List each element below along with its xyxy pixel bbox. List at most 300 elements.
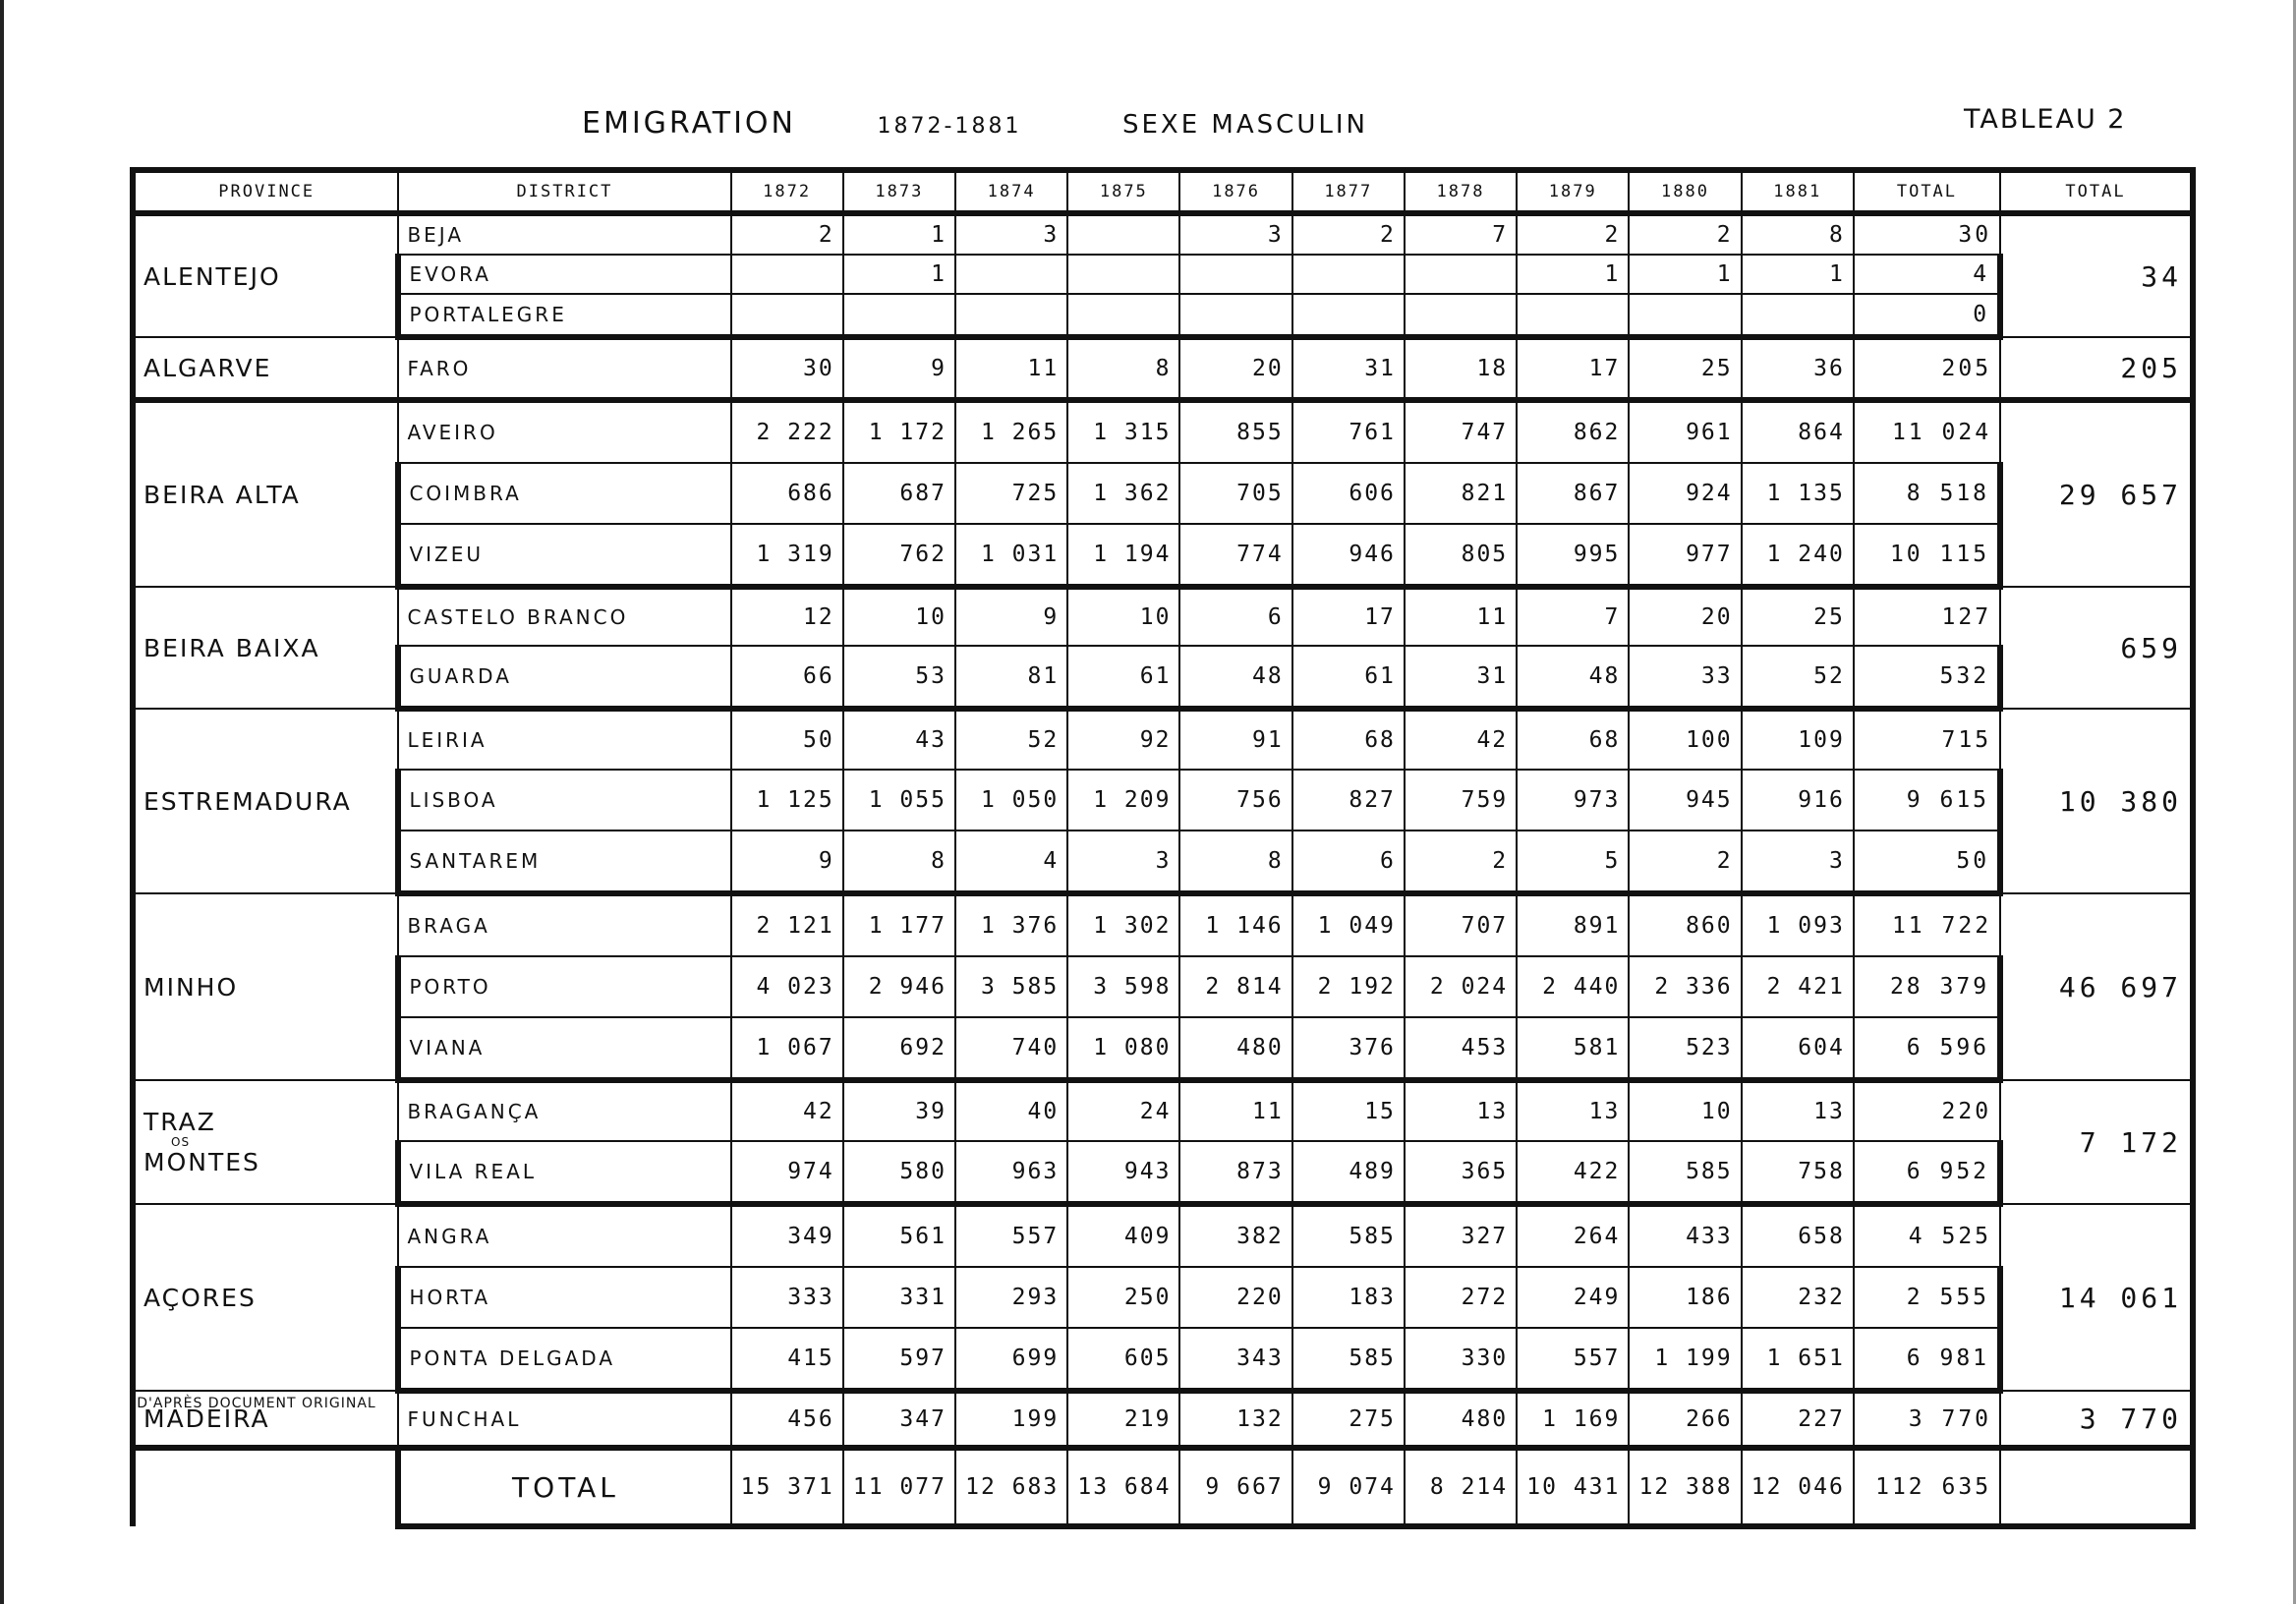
year-value-cell: 2 (1292, 213, 1405, 255)
year-value-cell: 25 (1629, 337, 1741, 400)
table-row (133, 400, 2193, 463)
year-value-cell: 68 (1292, 709, 1405, 770)
year-value-cell: 31 (1292, 337, 1405, 400)
table-row (133, 1391, 2193, 1448)
district-name: VILA REAL (398, 1141, 730, 1204)
table-row (133, 524, 2193, 587)
province-name: ESTREMADURA (133, 709, 398, 893)
year-value-cell: 50 (731, 709, 843, 770)
grand-total-year-cell: 12 046 (1742, 1448, 1854, 1526)
grand-total-province-cell (2000, 1448, 2193, 1526)
year-value-cell: 409 (1067, 1204, 1179, 1267)
grand-total-year-cell: 9 074 (1292, 1448, 1405, 1526)
year-value-cell: 1 055 (843, 770, 955, 831)
year-value-cell: 1 319 (731, 524, 843, 587)
year-value-cell: 977 (1629, 524, 1741, 587)
year-value-cell: 31 (1405, 646, 1517, 709)
year-value-cell: 1 199 (1629, 1328, 1741, 1391)
district-total-cell: 9 615 (1854, 770, 2000, 831)
grand-total-spacer (133, 1448, 398, 1526)
year-value-cell: 864 (1742, 400, 1854, 463)
column-header-year: 1876 (1179, 170, 1292, 213)
year-value-cell: 523 (1629, 1017, 1741, 1080)
year-value-cell: 10 (843, 587, 955, 646)
year-value-cell: 2 222 (731, 400, 843, 463)
table-row (133, 1141, 2193, 1204)
year-value-cell: 100 (1629, 709, 1741, 770)
year-value-cell: 597 (843, 1328, 955, 1391)
year-value-cell: 4 (955, 831, 1067, 893)
column-header-year: 1881 (1742, 170, 1854, 213)
district-name: PONTA DELGADA (398, 1328, 730, 1391)
year-value-cell: 81 (955, 646, 1067, 709)
year-value-cell: 686 (731, 463, 843, 524)
year-value-cell: 3 (1179, 213, 1292, 255)
district-name: VIANA (398, 1017, 730, 1080)
column-header-year: 1872 (731, 170, 843, 213)
year-value-cell: 916 (1742, 770, 1854, 831)
column-header-year: 1877 (1292, 170, 1405, 213)
district-name: VIZEU (398, 524, 730, 587)
year-value-cell (1405, 255, 1517, 294)
table-row (133, 294, 2193, 337)
year-value-cell: 2 024 (1405, 956, 1517, 1017)
year-value-cell: 8 (1179, 831, 1292, 893)
year-value-cell: 456 (731, 1391, 843, 1448)
column-header-year: 1878 (1405, 170, 1517, 213)
year-value-cell: 186 (1629, 1267, 1741, 1328)
table-row (133, 463, 2193, 524)
district-name: LISBOA (398, 770, 730, 831)
year-value-cell: 8 (1742, 213, 1854, 255)
district-total-cell: 8 518 (1854, 463, 2000, 524)
year-value-cell: 433 (1629, 1204, 1741, 1267)
year-value-cell: 805 (1405, 524, 1517, 587)
district-name: COIMBRA (398, 463, 730, 524)
district-total-cell: 11 722 (1854, 893, 2000, 956)
grand-total-year-cell: 13 684 (1067, 1448, 1179, 1526)
year-value-cell: 382 (1179, 1204, 1292, 1267)
year-value-cell: 347 (843, 1391, 955, 1448)
year-value-cell: 945 (1629, 770, 1741, 831)
year-value-cell: 10 (1629, 1080, 1741, 1141)
year-value-cell: 349 (731, 1204, 843, 1267)
province-name: ALENTEJO (133, 213, 398, 337)
year-value-cell: 250 (1067, 1267, 1179, 1328)
district-total-cell: 28 379 (1854, 956, 2000, 1017)
year-value-cell: 7 (1405, 213, 1517, 255)
province-name: BEIRA BAIXA (133, 587, 398, 709)
year-value-cell: 42 (731, 1080, 843, 1141)
table-row (133, 213, 2193, 255)
year-value-cell: 867 (1517, 463, 1629, 524)
district-name: SANTAREM (398, 831, 730, 893)
district-total-cell: 10 115 (1854, 524, 2000, 587)
year-value-cell: 415 (731, 1328, 843, 1391)
year-value-cell: 199 (955, 1391, 1067, 1448)
column-header-year: 1879 (1517, 170, 1629, 213)
year-value-cell: 1 146 (1179, 893, 1292, 956)
year-value-cell: 132 (1179, 1391, 1292, 1448)
year-value-cell: 2 (1517, 213, 1629, 255)
year-value-cell: 39 (843, 1080, 955, 1141)
district-name: BRAGANÇA (398, 1080, 730, 1141)
year-value-cell: 580 (843, 1141, 955, 1204)
year-value-cell: 20 (1629, 587, 1741, 646)
table-row (133, 1080, 2193, 1141)
year-value-cell: 232 (1742, 1267, 1854, 1328)
page-edge-left (0, 0, 4, 1604)
year-value-cell (1067, 213, 1179, 255)
province-total-cell: 659 (2000, 587, 2193, 709)
year-value-cell: 2 946 (843, 956, 955, 1017)
year-value-cell: 7 (1517, 587, 1629, 646)
year-value-cell: 13 (1405, 1080, 1517, 1141)
province-name: AÇORES (133, 1204, 398, 1391)
year-value-cell: 725 (955, 463, 1067, 524)
year-value-cell: 3 585 (955, 956, 1067, 1017)
year-value-cell: 6 (1292, 831, 1405, 893)
tableau-label: TABLEAU 2 (1964, 104, 2127, 135)
year-value-cell: 1 (843, 255, 955, 294)
district-name: GUARDA (398, 646, 730, 709)
year-value-cell: 1 (1517, 255, 1629, 294)
year-value-cell: 2 440 (1517, 956, 1629, 1017)
table-row (133, 770, 2193, 831)
year-value-cell: 480 (1405, 1391, 1517, 1448)
province-total-cell: 7 172 (2000, 1080, 2193, 1204)
year-value-cell: 707 (1405, 893, 1517, 956)
year-value-cell: 220 (1179, 1267, 1292, 1328)
year-value-cell: 11 (1179, 1080, 1292, 1141)
year-value-cell: 821 (1405, 463, 1517, 524)
year-value-cell: 10 (1067, 587, 1179, 646)
province-total-cell: 3 770 (2000, 1391, 2193, 1448)
year-value-cell: 43 (843, 709, 955, 770)
year-value-cell (1179, 294, 1292, 337)
year-value-cell: 52 (955, 709, 1067, 770)
year-value-cell: 8 (1067, 337, 1179, 400)
year-value-cell: 2 814 (1179, 956, 1292, 1017)
province-total-cell: 34 (2000, 213, 2193, 337)
year-value-cell: 1 (843, 213, 955, 255)
year-value-cell: 219 (1067, 1391, 1179, 1448)
year-value-cell: 973 (1517, 770, 1629, 831)
year-value-cell: 66 (731, 646, 843, 709)
year-value-cell: 687 (843, 463, 955, 524)
province-total-cell: 14 061 (2000, 1204, 2193, 1391)
province-name (133, 1080, 398, 1204)
year-value-cell: 1 265 (955, 400, 1067, 463)
year-value-cell: 333 (731, 1267, 843, 1328)
year-value-cell: 585 (1292, 1204, 1405, 1267)
district-total-cell: 220 (1854, 1080, 2000, 1141)
table-row (133, 1267, 2193, 1328)
year-value-cell: 1 169 (1517, 1391, 1629, 1448)
table-row (133, 709, 2193, 770)
year-value-cell: 453 (1405, 1017, 1517, 1080)
source-note: D'APRÈS DOCUMENT ORIGINAL (137, 1396, 376, 1411)
table-row (133, 1017, 2193, 1080)
grand-total-label: TOTAL (398, 1448, 730, 1526)
year-value-cell (731, 294, 843, 337)
district-total-cell: 205 (1854, 337, 2000, 400)
province-name: BEIRA ALTA (133, 400, 398, 587)
year-value-cell: 1 194 (1067, 524, 1179, 587)
year-value-cell: 183 (1292, 1267, 1405, 1328)
year-value-cell: 480 (1179, 1017, 1292, 1080)
column-header-year: 1875 (1067, 170, 1179, 213)
grand-total-year-cell: 12 683 (955, 1448, 1067, 1526)
year-value-cell: 758 (1742, 1141, 1854, 1204)
district-total-cell: 6 596 (1854, 1017, 2000, 1080)
table-row (133, 646, 2193, 709)
year-value-cell: 1 172 (843, 400, 955, 463)
district-name: BRAGA (398, 893, 730, 956)
year-value-cell: 365 (1405, 1141, 1517, 1204)
year-value-cell: 1 049 (1292, 893, 1405, 956)
year-value-cell: 1 125 (731, 770, 843, 831)
table-row (133, 831, 2193, 893)
year-value-cell: 30 (731, 337, 843, 400)
district-total-cell: 6 981 (1854, 1328, 2000, 1391)
table-row (133, 1328, 2193, 1391)
year-value-cell: 52 (1742, 646, 1854, 709)
title-subtitle: SEXE MASCULIN (1122, 110, 1368, 140)
year-value-cell: 2 192 (1292, 956, 1405, 1017)
year-value-cell: 92 (1067, 709, 1179, 770)
year-value-cell (1067, 255, 1179, 294)
district-total-cell: 50 (1854, 831, 2000, 893)
table-row (133, 1204, 2193, 1267)
year-value-cell: 974 (731, 1141, 843, 1204)
year-value-cell: 1 376 (955, 893, 1067, 956)
year-value-cell: 1 240 (1742, 524, 1854, 587)
year-value-cell: 699 (955, 1328, 1067, 1391)
year-value-cell: 557 (1517, 1328, 1629, 1391)
year-value-cell (731, 255, 843, 294)
year-value-cell: 995 (1517, 524, 1629, 587)
province-name-part: TRAZ (144, 1108, 216, 1136)
table-row (133, 587, 2193, 646)
year-value-cell: 759 (1405, 770, 1517, 831)
year-value-cell: 1 (1742, 255, 1854, 294)
year-value-cell: 9 (955, 587, 1067, 646)
year-value-cell: 774 (1179, 524, 1292, 587)
year-value-cell (1405, 294, 1517, 337)
column-header-year: 1873 (843, 170, 955, 213)
district-name: BEJA (398, 213, 730, 255)
grand-total-cell: 112 635 (1854, 1448, 2000, 1526)
column-header-province: PROVINCE (133, 170, 398, 213)
year-value-cell: 2 (1405, 831, 1517, 893)
province-name: MADEIRA (133, 1391, 398, 1448)
year-value-cell: 963 (955, 1141, 1067, 1204)
year-value-cell: 557 (955, 1204, 1067, 1267)
table-row (133, 956, 2193, 1017)
grand-total-year-cell: 8 214 (1405, 1448, 1517, 1526)
year-value-cell (955, 294, 1067, 337)
year-value-cell: 266 (1629, 1391, 1741, 1448)
year-value-cell: 1 302 (1067, 893, 1179, 956)
year-value-cell: 275 (1292, 1391, 1405, 1448)
district-total-cell: 715 (1854, 709, 2000, 770)
district-total-cell: 127 (1854, 587, 2000, 646)
district-total-cell: 0 (1854, 294, 2000, 337)
grand-total-year-cell: 10 431 (1517, 1448, 1629, 1526)
year-value-cell (1629, 294, 1741, 337)
year-value-cell: 862 (1517, 400, 1629, 463)
year-value-cell: 873 (1179, 1141, 1292, 1204)
grand-total-year-cell: 15 371 (731, 1448, 843, 1526)
year-value-cell: 8 (843, 831, 955, 893)
grand-total-year-cell: 9 667 (1179, 1448, 1292, 1526)
year-value-cell (1292, 294, 1405, 337)
column-header-district: DISTRICT (398, 170, 730, 213)
year-value-cell: 5 (1517, 831, 1629, 893)
year-value-cell: 249 (1517, 1267, 1629, 1328)
year-value-cell: 747 (1405, 400, 1517, 463)
year-value-cell: 13 (1742, 1080, 1854, 1141)
title-period: 1872-1881 (877, 114, 1022, 139)
year-value-cell: 3 (1742, 831, 1854, 893)
year-value-cell: 9 (731, 831, 843, 893)
column-header-total: TOTAL (1854, 170, 2000, 213)
district-total-cell: 11 024 (1854, 400, 2000, 463)
year-value-cell: 1 135 (1742, 463, 1854, 524)
district-name: FUNCHAL (398, 1391, 730, 1448)
district-total-cell: 6 952 (1854, 1141, 2000, 1204)
document-title (582, 106, 1368, 141)
year-value-cell: 327 (1405, 1204, 1517, 1267)
year-value-cell: 91 (1179, 709, 1292, 770)
year-value-cell: 585 (1292, 1328, 1405, 1391)
year-value-cell: 25 (1742, 587, 1854, 646)
year-value-cell: 827 (1292, 770, 1405, 831)
year-value-cell: 24 (1067, 1080, 1179, 1141)
year-value-cell: 293 (955, 1267, 1067, 1328)
year-value-cell: 48 (1517, 646, 1629, 709)
district-name: EVORA (398, 255, 730, 294)
year-value-cell: 272 (1405, 1267, 1517, 1328)
district-name: ANGRA (398, 1204, 730, 1267)
year-value-cell: 891 (1517, 893, 1629, 956)
year-value-cell: 330 (1405, 1328, 1517, 1391)
year-value-cell: 1 050 (955, 770, 1067, 831)
table-row (133, 255, 2193, 294)
year-value-cell: 18 (1405, 337, 1517, 400)
year-value-cell: 12 (731, 587, 843, 646)
year-value-cell: 756 (1179, 770, 1292, 831)
year-value-cell: 2 336 (1629, 956, 1741, 1017)
district-name: FARO (398, 337, 730, 400)
year-value-cell (1517, 294, 1629, 337)
year-value-cell: 33 (1629, 646, 1741, 709)
year-value-cell: 2 (731, 213, 843, 255)
year-value-cell: 13 (1517, 1080, 1629, 1141)
district-name: LEIRIA (398, 709, 730, 770)
year-value-cell: 1 (1629, 255, 1741, 294)
year-value-cell: 343 (1179, 1328, 1292, 1391)
year-value-cell: 109 (1742, 709, 1854, 770)
year-value-cell (955, 255, 1067, 294)
table-row (133, 337, 2193, 400)
district-total-cell: 4 525 (1854, 1204, 2000, 1267)
year-value-cell: 943 (1067, 1141, 1179, 1204)
province-name: MINHO (133, 893, 398, 1080)
year-value-cell (1067, 294, 1179, 337)
year-value-cell: 40 (955, 1080, 1067, 1141)
year-value-cell: 946 (1292, 524, 1405, 587)
year-value-cell: 36 (1742, 337, 1854, 400)
district-total-cell: 4 (1854, 255, 2000, 294)
year-value-cell (1292, 255, 1405, 294)
year-value-cell: 9 (843, 337, 955, 400)
district-name: PORTALEGRE (398, 294, 730, 337)
year-value-cell: 658 (1742, 1204, 1854, 1267)
grand-total-year-cell: 12 388 (1629, 1448, 1741, 1526)
province-total-cell: 10 380 (2000, 709, 2193, 893)
year-value-cell: 2 (1629, 213, 1741, 255)
year-value-cell: 61 (1292, 646, 1405, 709)
year-value-cell (1179, 255, 1292, 294)
year-value-cell: 1 031 (955, 524, 1067, 587)
year-value-cell: 1 177 (843, 893, 955, 956)
grand-total-year-cell: 11 077 (843, 1448, 955, 1526)
year-value-cell: 604 (1742, 1017, 1854, 1080)
year-value-cell: 740 (955, 1017, 1067, 1080)
year-value-cell: 860 (1629, 893, 1741, 956)
header-row (133, 170, 2193, 213)
year-value-cell: 4 023 (731, 956, 843, 1017)
year-value-cell: 692 (843, 1017, 955, 1080)
year-value-cell: 422 (1517, 1141, 1629, 1204)
province-total-cell: 46 697 (2000, 893, 2193, 1080)
year-value-cell: 1 651 (1742, 1328, 1854, 1391)
year-value-cell: 3 598 (1067, 956, 1179, 1017)
title-main: EMIGRATION (582, 106, 796, 141)
year-value-cell: 705 (1179, 463, 1292, 524)
year-value-cell: 6 (1179, 587, 1292, 646)
year-value-cell: 3 (1067, 831, 1179, 893)
province-name-part: OS (171, 1135, 191, 1149)
year-value-cell: 924 (1629, 463, 1741, 524)
emigration-table (130, 167, 2196, 1529)
column-header-province-total: TOTAL (2000, 170, 2193, 213)
year-value-cell: 1 315 (1067, 400, 1179, 463)
year-value-cell: 1 209 (1067, 770, 1179, 831)
year-value-cell: 48 (1179, 646, 1292, 709)
district-name: PORTO (398, 956, 730, 1017)
year-value-cell: 761 (1292, 400, 1405, 463)
year-value-cell: 20 (1179, 337, 1292, 400)
year-value-cell (1742, 294, 1854, 337)
year-value-cell: 53 (843, 646, 955, 709)
column-header-year: 1880 (1629, 170, 1741, 213)
year-value-cell: 855 (1179, 400, 1292, 463)
year-value-cell: 331 (843, 1267, 955, 1328)
year-value-cell: 42 (1405, 709, 1517, 770)
year-value-cell: 68 (1517, 709, 1629, 770)
table-row (133, 893, 2193, 956)
year-value-cell: 1 093 (1742, 893, 1854, 956)
year-value-cell: 585 (1629, 1141, 1741, 1204)
grand-total-row (133, 1448, 2193, 1526)
year-value-cell: 1 080 (1067, 1017, 1179, 1080)
year-value-cell: 605 (1067, 1328, 1179, 1391)
year-value-cell: 3 (955, 213, 1067, 255)
year-value-cell: 264 (1517, 1204, 1629, 1267)
